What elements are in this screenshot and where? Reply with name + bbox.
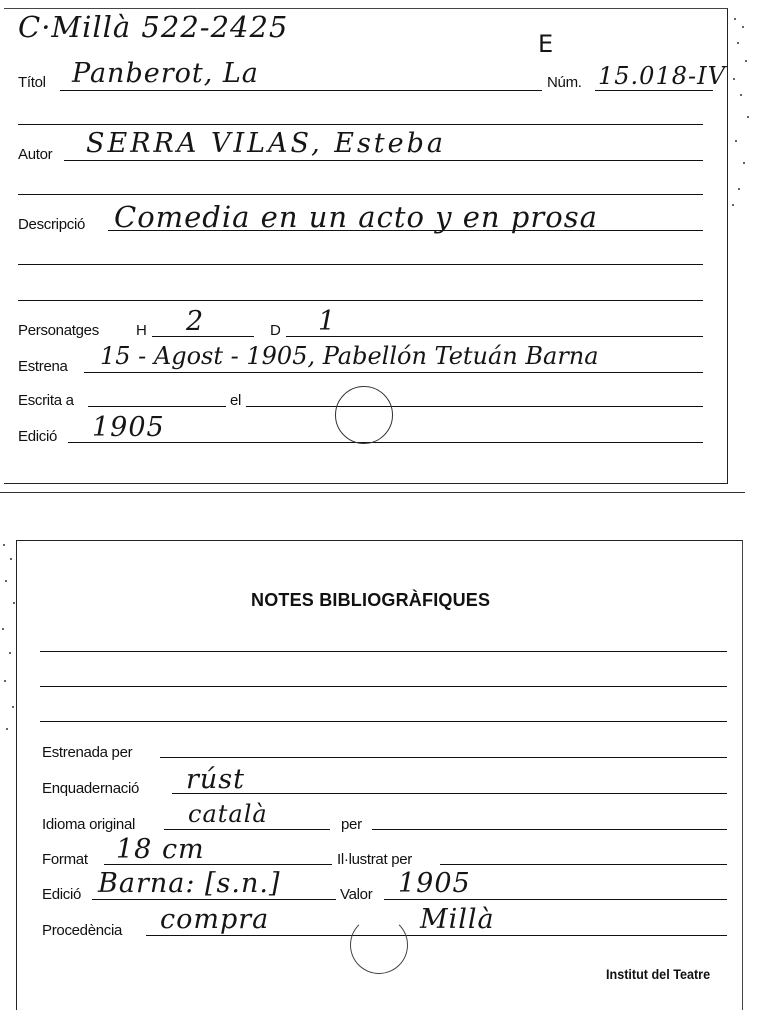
binding-value: rúst <box>186 764 246 795</box>
binding-rule <box>172 793 727 794</box>
characters-label: Personatges <box>18 322 99 339</box>
num-value: 15.018-IV <box>598 62 726 90</box>
provenance-value: compra <box>160 904 270 935</box>
blank-rule <box>18 264 703 265</box>
original-language-value: català <box>188 800 268 828</box>
description-value: Comedia en un acto y en prosa <box>114 200 598 234</box>
provenance-extra: Millà <box>420 904 495 935</box>
women-rule <box>286 336 703 337</box>
blank-rule <box>18 300 703 301</box>
title-value: Panberot, La <box>72 58 259 89</box>
title-rule <box>60 90 542 91</box>
author-value: SERRA VILAS, Esteba <box>86 128 447 159</box>
blank-rule <box>18 194 703 195</box>
women-value: 1 <box>318 306 337 337</box>
bottom-edition-value: Barna: [s.n.] <box>98 868 281 899</box>
blank-rule <box>18 124 703 125</box>
scan-noise-top <box>730 12 752 212</box>
punch-hole <box>350 916 408 974</box>
value-label: Valor <box>340 886 373 903</box>
mark-letter: E <box>538 30 555 58</box>
punch-hole <box>335 386 393 444</box>
premiered-by-rule <box>160 757 727 758</box>
value-rule <box>384 899 727 900</box>
premiere-value: 15 - Agost - 1905, Pabellón Tetuán Barna <box>100 342 599 370</box>
title-label: Títol <box>18 74 46 91</box>
original-language-label: Idioma original <box>42 816 136 833</box>
binding-label: Enquadernació <box>42 780 140 797</box>
notes-heading: NOTES BIBLIOGRÀFIQUES <box>251 590 491 610</box>
num-rule <box>595 90 713 91</box>
by-label: per <box>341 816 362 833</box>
provenance-label: Procedència <box>42 922 123 939</box>
written-at-label: Escrita a <box>18 392 74 409</box>
scan-noise-bottom <box>0 540 22 740</box>
blank-rule <box>40 721 727 722</box>
bottom-edition-label: Edició <box>42 886 82 903</box>
blank-rule <box>40 686 727 687</box>
blank-rule <box>40 651 727 652</box>
premiered-by-label: Estrenada per <box>42 744 133 761</box>
num-label: Núm. <box>547 74 582 91</box>
format-label: Format <box>42 851 88 868</box>
value-value: 1905 <box>398 868 471 899</box>
illustrated-by-label: Il·lustrat per <box>337 851 412 868</box>
original-language-rule <box>164 829 330 830</box>
written-on-label: el <box>230 392 242 409</box>
men-label: H <box>136 322 147 339</box>
premiere-label: Estrena <box>18 358 68 375</box>
institution-label: Institut del Teatre <box>606 966 711 982</box>
bottom-edition-rule <box>92 899 336 900</box>
provenance-rule <box>146 935 727 936</box>
by-rule <box>372 829 727 830</box>
description-label: Descripció <box>18 216 86 233</box>
edition-label: Edició <box>18 428 58 445</box>
author-rule <box>64 160 703 161</box>
format-value: 18 cm <box>116 834 205 865</box>
author-label: Autor <box>18 146 53 163</box>
women-label: D <box>270 322 281 339</box>
premiere-rule <box>84 372 703 373</box>
illustrated-by-rule <box>440 864 727 865</box>
men-value: 2 <box>186 306 205 337</box>
written-on-rule <box>246 406 703 407</box>
edition-value: 1905 <box>92 412 165 443</box>
card-separator <box>0 492 745 493</box>
written-at-rule <box>88 406 226 407</box>
header-note: C·Millà 522-2425 <box>18 10 289 44</box>
